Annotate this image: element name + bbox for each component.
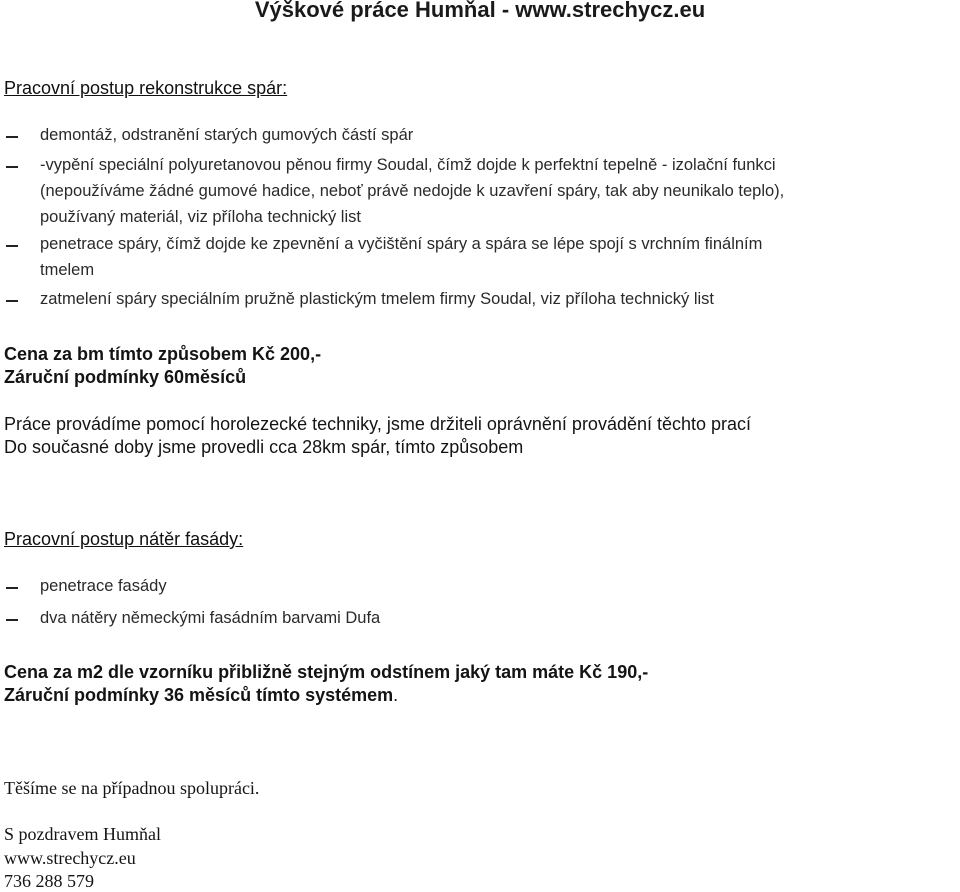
- document-title: Výškové práce Humňal - www.strechycz.eu: [254, 0, 706, 22]
- closing-greeting: Těšíme se na případnou spolupráci.: [4, 778, 260, 798]
- closing-regards: S pozdravem Humňal: [4, 824, 161, 844]
- closing-website: www.strechycz.eu: [4, 848, 136, 868]
- list-item-line: používaný materiál, viz příloha technický list: [40, 208, 361, 226]
- bullet-dash: [6, 245, 18, 247]
- list-item: [40, 122, 955, 148]
- bullet-dash: [6, 136, 18, 138]
- list-item-line: (nepoužíváme žádné gumové hadice, neboť právě nedojde k uzavření spáry, tak aby neunikalo teplo),: [40, 182, 785, 200]
- list-item-line: zatmelení spáry speciálním pružně plastickým tmelem firmy Soudal, viz příloha technický list: [40, 290, 714, 308]
- warranty-joints: Záruční podmínky 60měsíců: [4, 367, 247, 387]
- note-experience: Do současné doby jsme provedli cca 28km spár, tímto způsobem: [4, 437, 524, 457]
- list-item: [40, 573, 955, 599]
- list-item: [40, 286, 955, 312]
- warranty-facade: [4, 684, 398, 706]
- list-item-line: demontáž, odstranění starých gumových částí spár: [40, 126, 414, 144]
- bullet-dash: [6, 619, 18, 621]
- list-item: [40, 231, 955, 283]
- section-heading-joints: Pracovní postup rekonstrukce spár:: [4, 78, 288, 98]
- section-heading-facade: Pracovní postup nátěr fasády:: [4, 529, 244, 549]
- list-item-line: -vypění speciální polyuretanovou pěnou firmy Soudal, čímž dojde k perfektní tepelně - izolační funkci: [40, 156, 776, 174]
- list-item-line: tmelem: [40, 261, 95, 279]
- price-facade: Cena za m2 dle vzorníku přibližně stejným odstínem jaký tam máte Kč 190,-: [4, 662, 649, 682]
- warranty-facade-text: Záruční podmínky 36 měsíců tímto systémem: [4, 685, 394, 705]
- price-joints: Cena za bm tímto způsobem Kč 200,-: [4, 344, 322, 364]
- list-item-line: penetrace fasády: [40, 577, 167, 595]
- bullet-dash: [6, 587, 18, 589]
- list-item: [40, 605, 955, 631]
- closing-phone: 736 288 579: [4, 871, 94, 891]
- warranty-facade-period: .: [393, 685, 399, 705]
- bullet-dash: [6, 166, 18, 168]
- list-item-line: dva nátěry německými fasádním barvami Dufa: [40, 609, 381, 627]
- note-climbing: Práce provádíme pomocí horolezecké techniky, jsme držiteli oprávnění provádění těchto prací: [4, 414, 752, 434]
- list-item-line: penetrace spáry, čímž dojde ke zpevnění a vyčištění spáry a spára se lépe spojí s vrchním finálním: [40, 235, 763, 253]
- bullet-dash: [6, 300, 18, 302]
- list-item: [40, 152, 955, 230]
